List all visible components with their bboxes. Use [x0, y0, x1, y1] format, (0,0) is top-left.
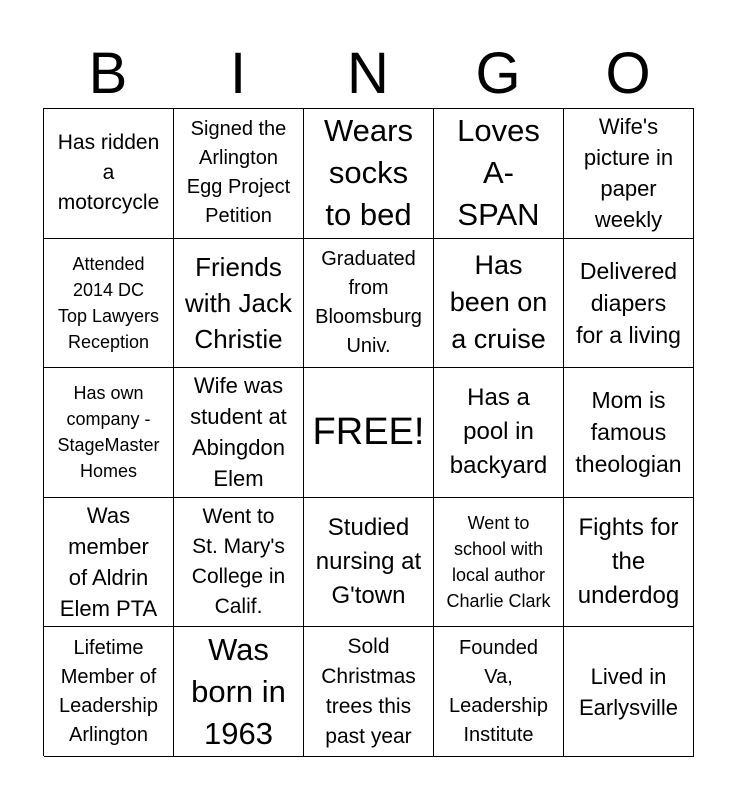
bingo-cell-r5-c3[interactable]	[304, 627, 434, 757]
bingo-header	[43, 40, 693, 108]
cell-text: Graduated from Bloomsburg Univ.	[315, 247, 422, 357]
cell-text: Wife's picture in paper weekly	[583, 114, 674, 233]
bingo-cell-r1-c1[interactable]	[44, 109, 174, 239]
header-letter-b: B	[88, 41, 128, 106]
header-letter-n: N	[347, 41, 389, 106]
cell-text: Was born in 1963	[191, 631, 286, 751]
bingo-grid	[43, 108, 694, 756]
bingo-cell-r5-c5[interactable]	[564, 627, 694, 757]
bingo-cell-r4-c3[interactable]	[304, 498, 434, 628]
bingo-cell-r1-c2[interactable]	[174, 109, 304, 239]
cell-text: Attended 2014 DC Top Lawyers Reception	[57, 253, 160, 352]
cell-text: Has own company - StageMaster Homes	[57, 383, 160, 482]
cell-text: Mom is famous theologian	[575, 387, 682, 478]
cell-text: Went to school with local author Charlie Clark	[446, 513, 551, 612]
cell-text: Delivered diapers for a living	[576, 257, 681, 348]
cell-text: Studied nursing at G'town	[315, 514, 422, 610]
bingo-cell-r1-c5[interactable]	[564, 109, 694, 239]
bingo-cell-r3-c5[interactable]	[564, 368, 694, 498]
bingo-cell-r1-c4[interactable]	[434, 109, 564, 239]
bingo-cell-r3-c2[interactable]	[174, 368, 304, 498]
bingo-cell-r2-c1[interactable]	[44, 239, 174, 369]
cell-text: Lived in Earlysville	[578, 663, 679, 720]
bingo-cell-r4-c5[interactable]	[564, 498, 694, 628]
bingo-cell-r2-c4[interactable]	[434, 239, 564, 369]
bingo-cell-r4-c4[interactable]	[434, 498, 564, 628]
free-space: FREE!	[312, 411, 425, 454]
cell-text: Has a pool in backyard	[449, 384, 548, 480]
header-letter-i: I	[229, 41, 247, 106]
bingo-cell-r5-c4[interactable]	[434, 627, 564, 757]
cell-text: Went to St. Mary's College in Calif.	[191, 505, 286, 619]
bingo-cell-r5-c2[interactable]	[174, 627, 304, 757]
cell-text: Friends with Jack Christie	[185, 251, 292, 354]
cell-text: Founded Va, Leadership Institute	[449, 636, 548, 746]
cell-text: Sold Christmas trees this past year	[321, 634, 416, 748]
cell-text: Has ridden a motorcycle	[57, 131, 160, 215]
bingo-cell-r5-c1[interactable]	[44, 627, 174, 757]
header-letter-o: O	[605, 41, 651, 106]
bingo-cell-r2-c5[interactable]	[564, 239, 694, 369]
bingo-cell-r1-c3[interactable]	[304, 109, 434, 239]
cell-text: Has been on a cruise	[449, 250, 548, 355]
bingo-cell-r2-c3[interactable]	[304, 239, 434, 369]
bingo-cell-r4-c1[interactable]	[44, 498, 174, 628]
header-letter-g: G	[475, 41, 521, 106]
bingo-cell-r3-c3[interactable]	[304, 368, 434, 498]
cell-text: Wears socks to bed	[323, 113, 413, 233]
cell-text: Wife was student at Abingdon Elem	[190, 373, 287, 492]
bingo-cell-r3-c1[interactable]	[44, 368, 174, 498]
cell-text: Loves A- SPAN	[457, 113, 540, 233]
cell-text: Signed the Arlington Egg Project Petition	[186, 118, 291, 228]
bingo-cell-r3-c4[interactable]	[434, 368, 564, 498]
cell-text: Fights for the underdog	[577, 514, 680, 610]
bingo-cell-r4-c2[interactable]	[174, 498, 304, 628]
cell-text: Was member of Aldrin Elem PTA	[59, 503, 158, 622]
bingo-cell-r2-c2[interactable]	[174, 239, 304, 369]
cell-text: Lifetime Member of Leadership Arlington	[59, 636, 158, 746]
